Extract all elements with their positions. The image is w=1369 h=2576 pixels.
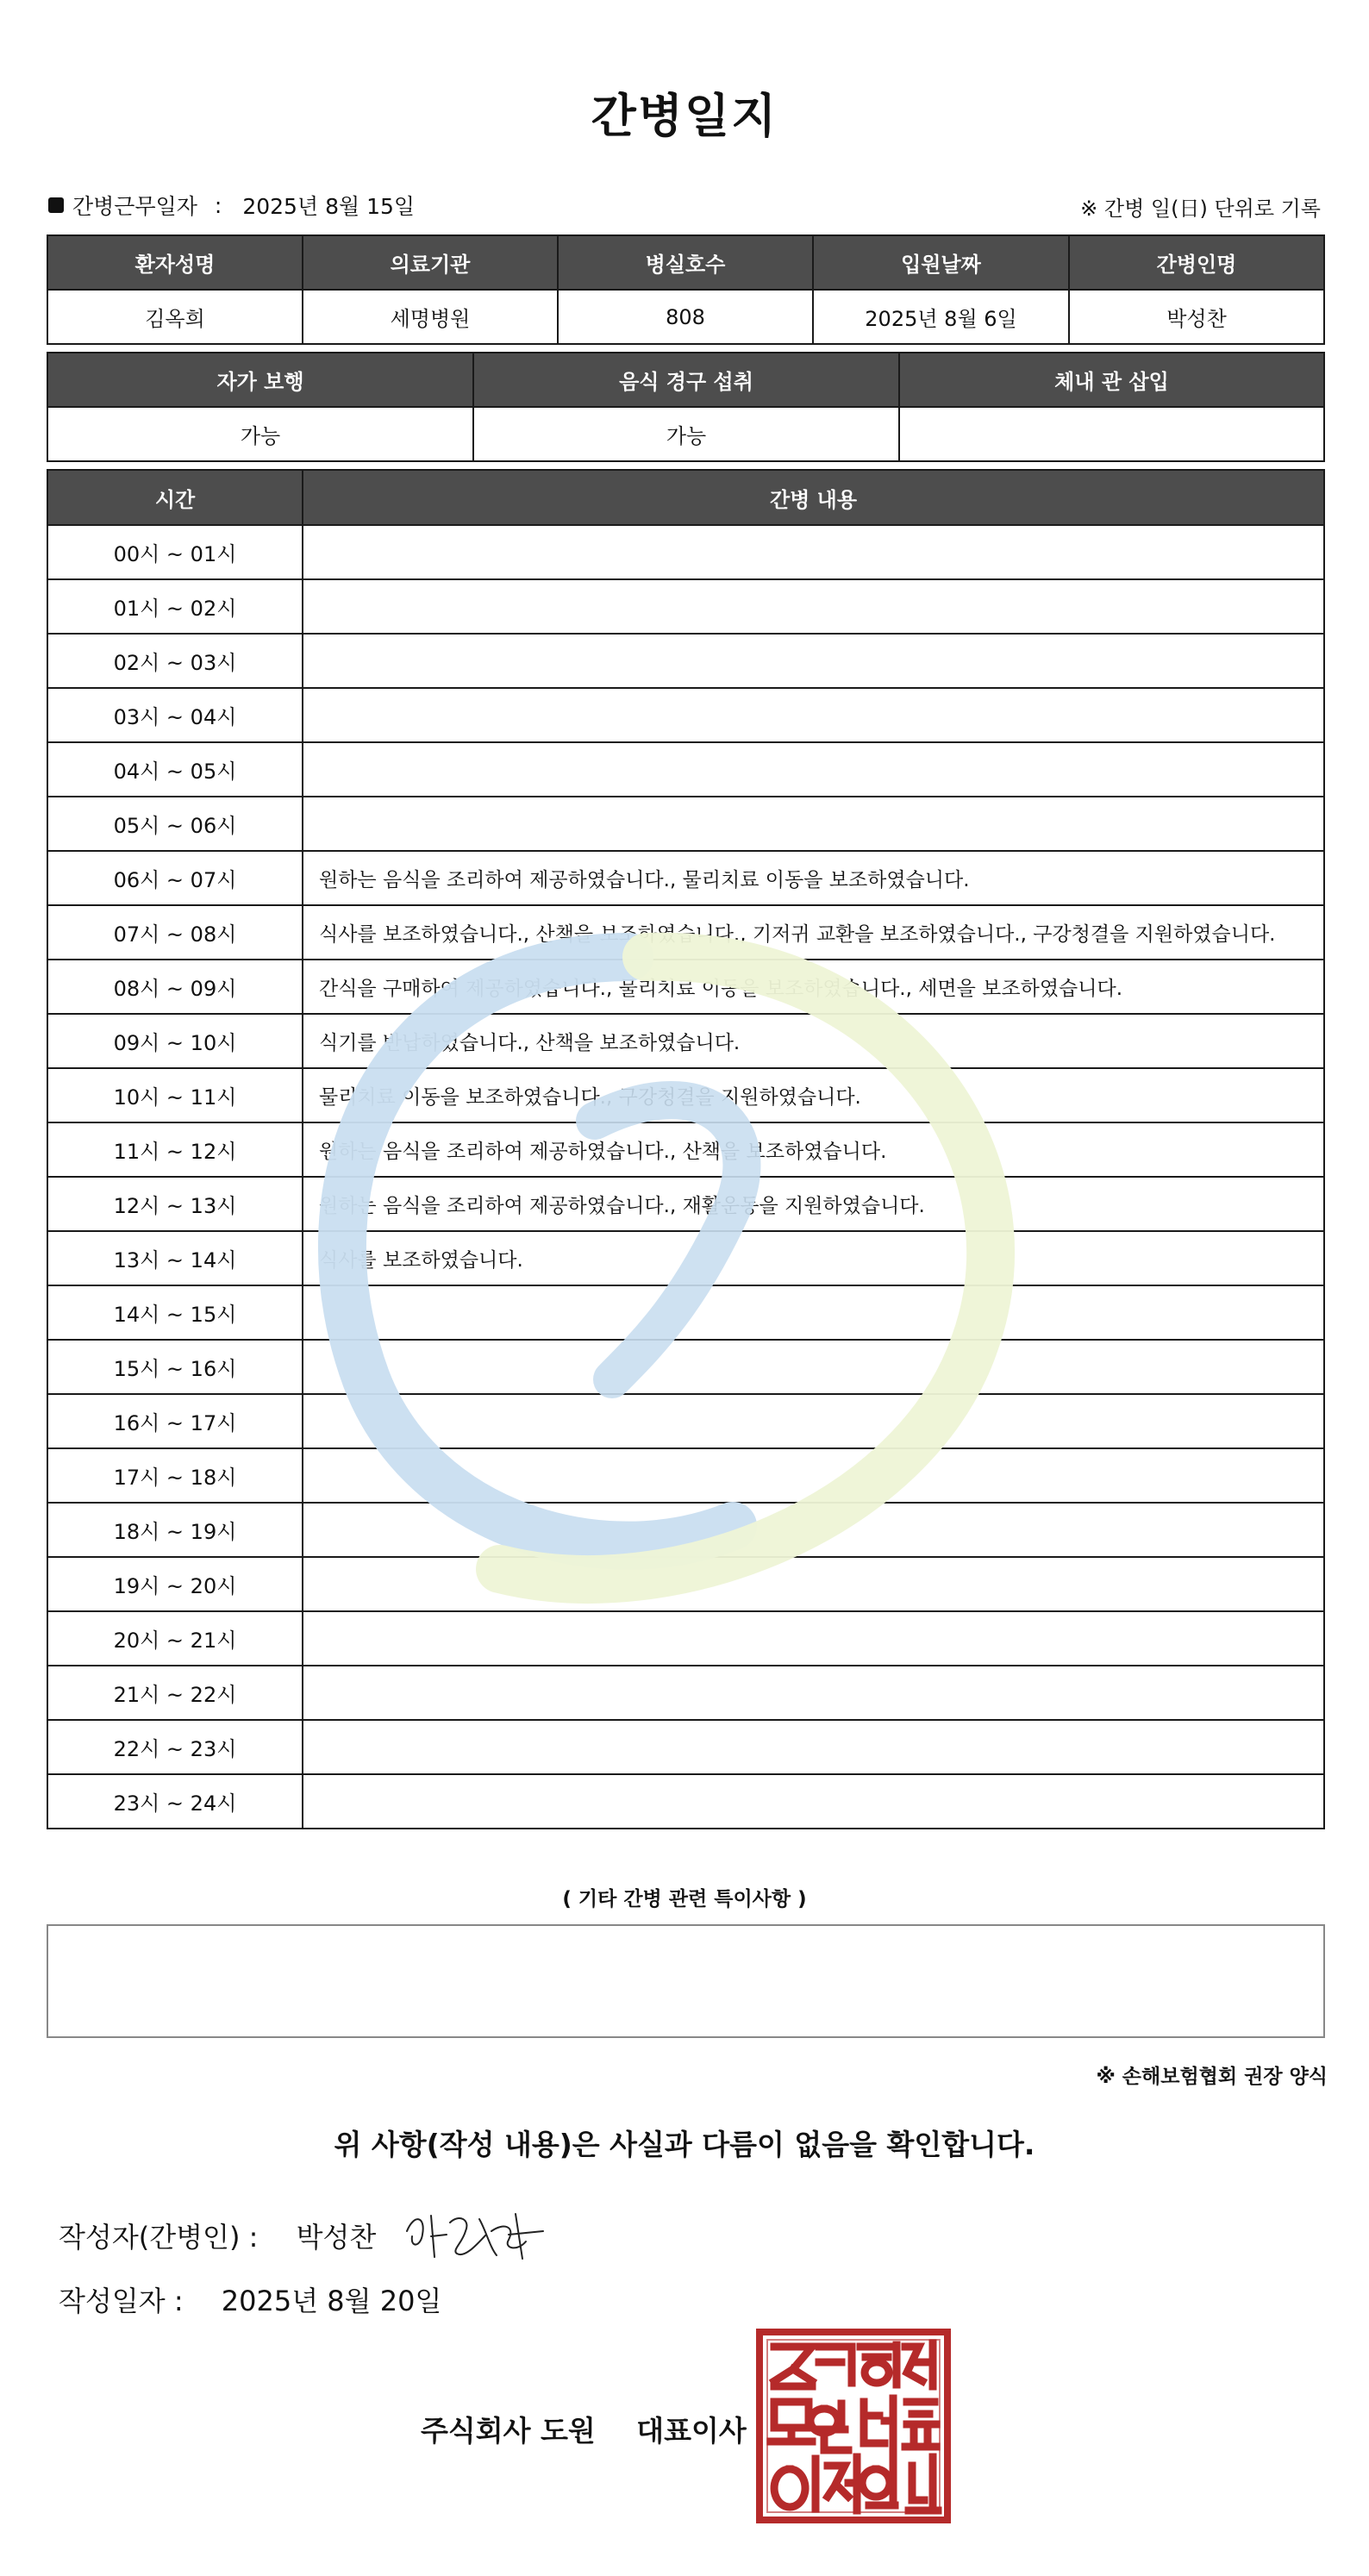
header-patient-name: 환자성명 [47,235,303,290]
special-notes-title: ( 기타 간병 관련 특이사항 ) [562,1888,807,1910]
time-slot: 07시 ~ 08시 [47,905,303,960]
time-slot: 11시 ~ 12시 [47,1122,303,1177]
care-content [303,634,1324,688]
table-row [47,1068,1324,1122]
table-row [47,797,1324,851]
table-row [47,1285,1324,1340]
written-date-value: 2025년 8월 20일 [221,2285,442,2317]
time-slot: 03시 ~ 04시 [47,688,303,742]
work-date-value: 2025년 8월 15일 [242,194,416,219]
handwritten-signature-icon [397,2197,552,2274]
written-date-label: 작성일자 : [59,2285,184,2317]
table-row [47,1448,1324,1503]
form-note: ※ 손해보험협회 권장 양식 [1096,2066,1328,2088]
table-row [47,579,1324,634]
time-slot: 16시 ~ 17시 [47,1394,303,1448]
time-slot: 09시 ~ 10시 [47,1014,303,1068]
unit-note: ※ 간병 일(日) 단위로 기록 [1080,197,1321,221]
care-content: 식기를 반납하였습니다., 산책을 보조하였습니다. [303,1014,1324,1068]
time-slot: 05시 ~ 06시 [47,797,303,851]
care-content [303,525,1324,579]
work-date-colon: : [214,192,222,218]
patient-info-table [47,234,1325,345]
care-content [303,1611,1324,1666]
care-content: 간식을 구매하여 제공하였습니다., 물리치료 이동을 보조하였습니다., 세면을 보조하였습니다. [303,960,1324,1014]
time-slot: 02시 ~ 03시 [47,634,303,688]
time-slot: 20시 ~ 21시 [47,1611,303,1666]
work-date [48,190,415,221]
square-bullet-icon [48,197,64,213]
time-slot: 06시 ~ 07시 [47,851,303,905]
writer-label: 작성자(간병인) : [59,2221,259,2254]
time-slot: 04시 ~ 05시 [47,742,303,797]
care-content [303,797,1324,851]
care-content [303,1666,1324,1720]
patient-status-table [47,352,1325,462]
header-admission-date: 입원날짜 [813,235,1069,290]
table-row [47,1340,1324,1394]
oral-intake-status: 가능 [473,407,899,461]
table-row [47,1666,1324,1720]
header-hospital: 의료기관 [303,235,558,290]
table-row [47,1177,1324,1231]
time-slot: 10시 ~ 11시 [47,1068,303,1122]
time-slot: 18시 ~ 19시 [47,1503,303,1557]
work-date-label: 간병근무일자 [72,194,197,219]
table-row [47,851,1324,905]
table-row [47,1611,1324,1666]
time-slot: 17시 ~ 18시 [47,1448,303,1503]
header-time: 시간 [47,470,303,525]
patient-name: 김옥희 [47,290,303,344]
time-slot: 21시 ~ 22시 [47,1666,303,1720]
header-care-content: 간병 내용 [303,470,1324,525]
care-log-table [47,469,1325,1829]
time-slot: 22시 ~ 23시 [47,1720,303,1774]
time-slot: 19시 ~ 20시 [47,1557,303,1611]
table-row [47,1503,1324,1557]
care-content: 원하는 음식을 조리하여 제공하였습니다., 물리치료 이동을 보조하였습니다. [303,851,1324,905]
care-content: 원하는 음식을 조리하여 제공하였습니다., 산책을 보조하였습니다. [303,1122,1324,1177]
table-row [47,1557,1324,1611]
table-row [47,1122,1324,1177]
header-oral-intake: 음식 경구 섭취 [473,353,899,407]
time-slot: 00시 ~ 01시 [47,525,303,579]
time-slot: 01시 ~ 02시 [47,579,303,634]
special-notes-box [47,1924,1325,2038]
care-content [303,688,1324,742]
time-slot: 14시 ~ 15시 [47,1285,303,1340]
table-row [47,634,1324,688]
care-content [303,1448,1324,1503]
tube-insertion-status [899,407,1324,461]
header-caregiver-name: 간병인명 [1069,235,1324,290]
header-tube-insertion: 체내 관 삽입 [899,353,1324,407]
company-title: 대표이사 [636,2414,747,2448]
written-date [59,2279,441,2319]
time-slot: 13시 ~ 14시 [47,1231,303,1285]
company-seal-stamp-icon [755,2328,952,2524]
room-number: 808 [558,290,813,344]
table-row [47,688,1324,742]
table-row [47,905,1324,960]
writer-name: 박성찬 [296,2221,377,2254]
confirmation-statement: 위 사항(작성 내용)은 사실과 다름이 없음을 확인합니다. [334,2128,1035,2161]
time-slot: 15시 ~ 16시 [47,1340,303,1394]
care-content [303,742,1324,797]
header-walking: 자가 보행 [47,353,473,407]
hospital: 세명병원 [303,290,558,344]
admission-date: 2025년 8월 6일 [813,290,1069,344]
writer-row [59,2216,376,2255]
care-content: 물리치료 이동을 보조하였습니다., 구강청결을 지원하였습니다. [303,1068,1324,1122]
table-row [47,1014,1324,1068]
care-content: 식사를 보조하였습니다. [303,1231,1324,1285]
care-content: 원하는 음식을 조리하여 제공하였습니다., 재활운동을 지원하였습니다. [303,1177,1324,1231]
care-content: 식사를 보조하였습니다., 산책을 보조하였습니다., 기저귀 교환을 보조하였습니다., 구강청결을 지원하였습니다. [303,905,1324,960]
care-content [303,1557,1324,1611]
care-content [303,579,1324,634]
table-row [47,1394,1324,1448]
company-name: 주식회사 도원 [421,2414,596,2448]
table-row [47,1720,1324,1774]
table-row [47,1231,1324,1285]
time-slot: 12시 ~ 13시 [47,1177,303,1231]
header-room-number: 병실호수 [558,235,813,290]
time-slot: 08시 ~ 09시 [47,960,303,1014]
table-row [47,960,1324,1014]
care-content [303,1720,1324,1774]
care-content [303,1394,1324,1448]
document-title: 간병일지 [591,89,778,143]
care-content [303,1285,1324,1340]
table-row [47,525,1324,579]
table-row [47,742,1324,797]
walking-status: 가능 [47,407,473,461]
caregiver-name: 박성찬 [1069,290,1324,344]
table-row [47,1774,1324,1829]
time-slot: 23시 ~ 24시 [47,1774,303,1829]
care-content [303,1340,1324,1394]
company-signature-line [421,2409,747,2449]
care-log-rows [47,525,1324,1829]
care-content [303,1503,1324,1557]
care-content [303,1774,1324,1829]
